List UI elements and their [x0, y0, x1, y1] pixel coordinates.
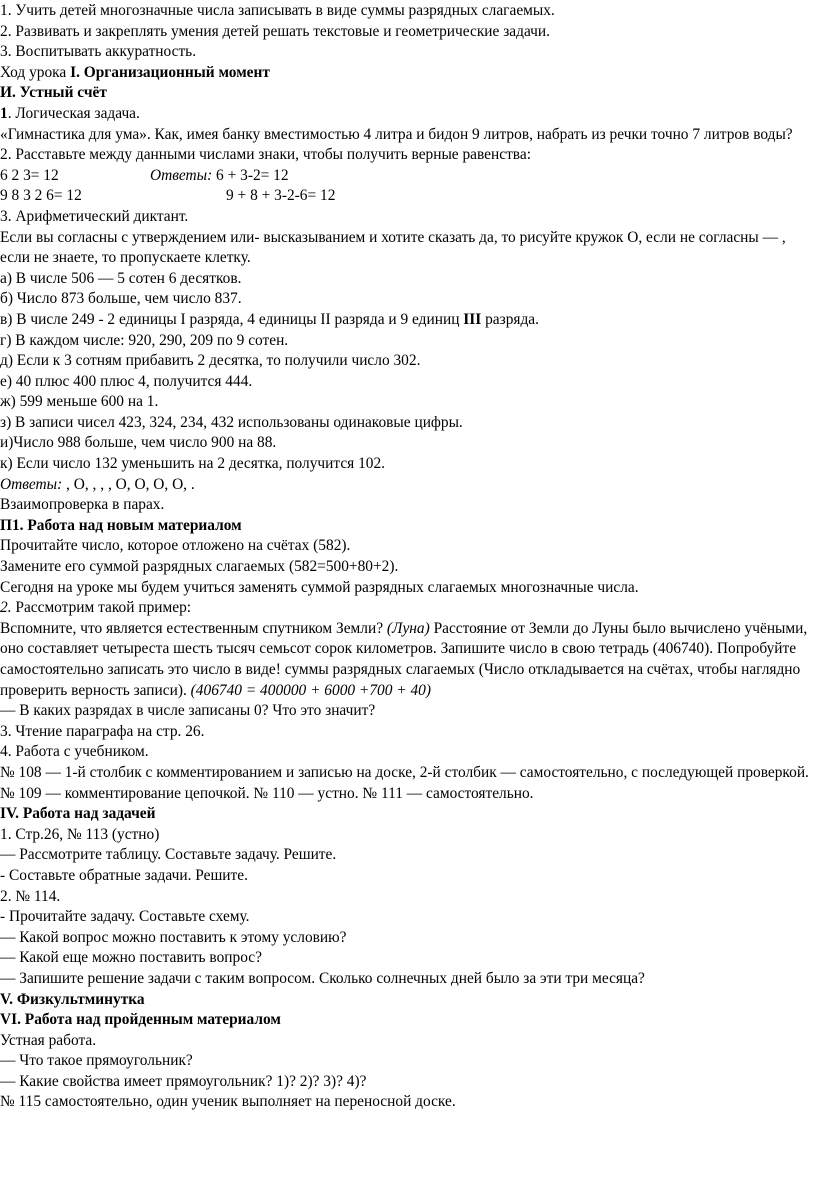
dictation-item-g: г) В каждом числе: 920, 290, 209 по 9 сотен. — [0, 331, 289, 349]
equation-2-left: 9 8 3 2 6= 12 — [0, 187, 82, 205]
new-material-line-3: Сегодня на уроке мы будем учиться заменять суммой разрядных слагаемых многозначные числа. — [0, 578, 639, 596]
course-line — [0, 63, 816, 84]
section-heading-3: П1. Работа над новым материалом — [0, 516, 242, 534]
example-number: 2. — [0, 599, 12, 617]
dictation-item-d: д) Если к 3 сотням прибавить 2 десятка, то получили число 302. — [0, 352, 421, 370]
example-title — [0, 598, 816, 619]
dictation-item-v-post: разряда. — [481, 310, 539, 328]
final-line-2: — Что такое прямоугольник? — [0, 1052, 193, 1070]
task-line-1: 1. Стр.26, № 113 (устно) — [0, 825, 160, 843]
task1-label: . Логическая задача. — [7, 104, 140, 122]
equation-1-right: 6 + 3-2= 12 — [212, 166, 289, 184]
dictation-item-v — [0, 310, 816, 331]
goal-1: 1. Учить детей многозначные числа записывать в виде суммы разрядных слагаемых. — [0, 2, 555, 19]
dictation-item-b: б) Число 873 больше, чем число 837. — [0, 290, 242, 308]
equation-row-1 — [0, 166, 816, 187]
textbook-task: 4. Работа с учебником. — [0, 743, 149, 761]
moon-sum: (406740 = 400000 + 6000 +700 + 40) — [190, 681, 432, 699]
task-line-4: 2. № 114. — [0, 887, 61, 905]
final-line-3: — Какие свойства имеет прямоугольник? 1)? 2)? 3)? 4)? — [0, 1072, 367, 1090]
peer-check: Взаимопроверка в парах. — [0, 496, 165, 514]
equation-2-right: 9 + 8 + 3-2-6= 12 — [226, 187, 336, 205]
task3-text: Если вы согласны с утверждением или- высказыванием и хотите сказать да, то рисуйте кружок О, если не согласны — , если не знаете, то пропускаете клетку. — [0, 228, 786, 267]
task1-text: «Гимнастика для ума». Как, имея банку вместимостью 4 литра и бидон 9 литров, набрать из речки точно 7 литров воды? — [0, 125, 793, 143]
moon-paragraph — [0, 619, 816, 701]
section-heading-1: I. Организационный момент — [70, 63, 270, 81]
course-prefix: Ход урока — [0, 63, 71, 81]
dictation-item-e: е) 40 плюс 400 плюс 4, получится 444. — [0, 372, 253, 390]
example-label: Рассмотрим такой пример: — [11, 599, 192, 617]
goal-3: 3. Воспитывать аккуратность. — [0, 43, 197, 61]
new-material-line-2: Замените его суммой разрядных слагаемых (582=500+80+2). — [0, 558, 399, 576]
answers-label-1: Ответы: — [150, 166, 213, 184]
textbook-text: № 108 — 1-й столбик с комментированием и записью на доске, 2-й столбик — самостоятельно, с последующей проверкой. № 109 — комментирование цепочкой. № 110 — устно. № 111 — самостоятельно. — [0, 763, 809, 802]
dictation-item-z: з) В записи чисел 423, 324, 234, 432 использованы одинаковые цифры. — [0, 413, 463, 431]
task-line-7: — Какой еще можно поставить вопрос? — [0, 949, 262, 967]
section-heading-2: И. Устный счёт — [0, 84, 107, 102]
answers-label-2: Ответы: — [0, 475, 63, 493]
dictation-item-k: к) Если число 132 уменьшить на 2 десятка, получится 102. — [0, 455, 386, 473]
moon-text-pre: Вспомните, что является естественным спутником Земли? — [0, 619, 387, 637]
task1-number: 1 — [0, 104, 8, 122]
task1-title — [0, 104, 816, 125]
equation-1-left: 6 2 3= 12 — [0, 166, 59, 184]
dictation-item-i: и)Число 988 больше, чем число 900 на 88. — [0, 434, 277, 452]
goal-2: 2. Развивать и закреплять умения детей решать текстовые и геометрические задачи. — [0, 22, 550, 40]
section-heading-5: V. Физкультминутка — [0, 990, 145, 1008]
dictation-item-a: а) В числе 506 — 5 сотен 6 десятков. — [0, 269, 242, 287]
reading-task: 3. Чтение параграфа на стр. 26. — [0, 722, 205, 740]
moon-answer: (Луна) — [386, 619, 430, 637]
moon-text-mid: Расстояние от Земли до Луны было вычислено учёными, оно составляет четыреста шесть тысяч семьсот сорок километров. Запишите число в свою тетрадь (406740). Попробуйте самостоятельно записать это число в виде! суммы разрядных слагаемых (Число откладывается на счётах, чтобы наглядно проверить верность записи). — [0, 619, 808, 699]
final-line-4: № 115 самостоятельно, один ученик выполняет на переносной доске. — [0, 1093, 456, 1111]
answers-values: , О, , , , О, О, О, О, . — [62, 475, 195, 493]
task-line-5: - Прочитайте задачу. Составьте схему. — [0, 908, 250, 926]
task-line-6: — Какой вопрос можно поставить к этому условию? — [0, 928, 347, 946]
task-line-8: — Запишите решение задачи с таким вопросом. Сколько солнечных дней было за эти три месяца? — [0, 969, 645, 987]
dictation-item-zh: ж) 599 меньше 600 на 1. — [0, 393, 159, 411]
task-line-2: — Рассмотрите таблицу. Составьте задачу. Решите. — [0, 846, 337, 864]
task-line-3: - Составьте обратные задачи. Решите. — [0, 866, 248, 884]
task3-title: 3. Арифметический диктант. — [0, 207, 189, 225]
question-zero: — В каких разрядах в числе записаны 0? Что это значит? — [0, 702, 376, 720]
section-heading-6: VI. Работа над пройденным материалом — [0, 1011, 281, 1029]
equation-row-2 — [0, 186, 816, 207]
section-heading-4: IV. Работа над задачей — [0, 805, 156, 823]
dictation-answers — [0, 475, 816, 496]
final-line-1: Устная работа. — [0, 1031, 97, 1049]
dictation-item-v-pre: в) В числе 249 - 2 единицы I разряда, 4 единицы II разряда и 9 единиц — [0, 310, 464, 328]
new-material-line-1: Прочитайте число, которое отложено на счётах (582). — [0, 537, 351, 555]
dictation-item-v-bold: III — [463, 310, 482, 328]
task2-title: 2. Расставьте между данными числами знаки, чтобы получить верные равенства: — [0, 146, 531, 164]
